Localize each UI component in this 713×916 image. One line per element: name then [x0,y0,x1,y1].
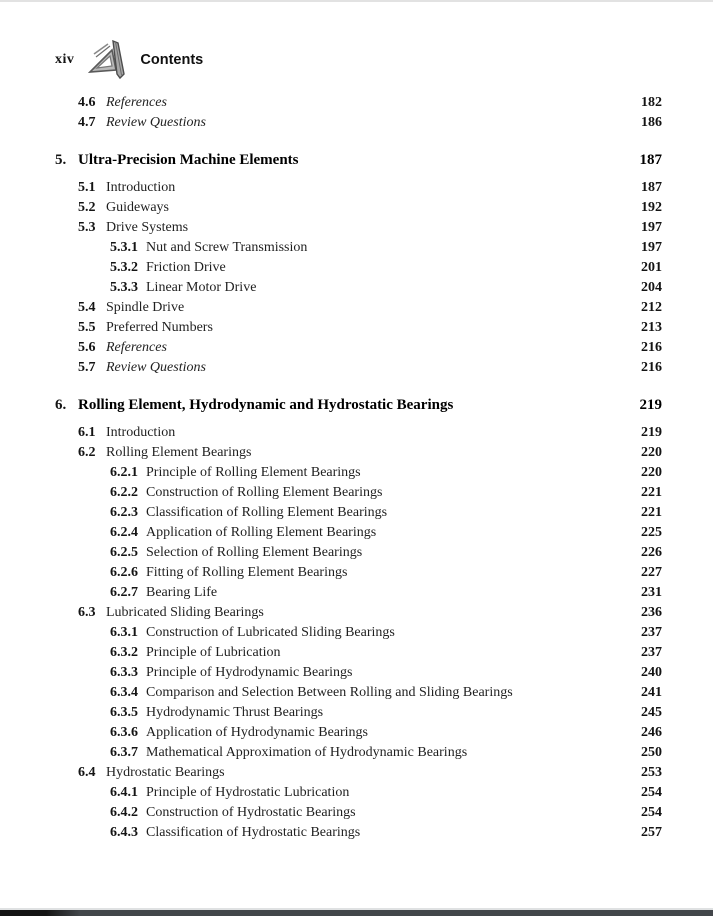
toc-entry [55,150,662,171]
toc-entry [55,563,662,583]
toc-entry [55,463,662,483]
toc-entry-title: Hydrodynamic Thrust Bearings [146,705,324,720]
toc-entry-number: 5.2 [78,200,96,215]
toc-entry-number: 6.2.6 [110,565,138,580]
toc-entry-title: Construction of Lubricated Sliding Bearings [146,625,395,640]
toc-entry-page: 226 [641,545,662,560]
toc-entry [55,783,662,803]
toc-entry-page: 241 [641,685,662,700]
toc-entry-number: 6.3 [78,605,96,620]
toc-entry-title: Construction of Hydrostatic Bearings [146,805,356,820]
toc-entry [55,743,662,763]
toc-entry [55,198,662,218]
toc-entry-page: 201 [641,260,662,275]
toc-entry-page: 236 [641,605,662,620]
toc-entry-title: Application of Rolling Element Bearings [146,525,377,540]
toc-entry-title: Linear Motor Drive [146,280,257,295]
toc-entry-number: 6.4.2 [110,805,138,820]
toc-entry-number: 6.3.6 [110,725,138,740]
toc-entry-number: 6.2 [78,445,96,460]
toc-entry-page: 237 [641,645,662,660]
toc-entry [55,93,662,113]
toc-entry [55,338,662,358]
toc-entry-page: 187 [641,180,662,195]
toc-entry [55,238,662,258]
toc-entry [55,218,662,238]
toc-entry-page: 197 [641,240,662,255]
toc-entry-number: 6.3.7 [110,745,138,760]
toc-entry-number: 4.7 [78,115,96,130]
toc-entry-title: Selection of Rolling Element Bearings [146,545,363,560]
toc-entry [55,803,662,823]
toc-entry-title: Rolling Element Bearings [106,445,252,460]
toc-entry-page: 225 [641,525,662,540]
toc-entry-number: 5.1 [78,180,96,195]
toc-entry [55,723,662,743]
toc-entry-title: Review Questions [106,360,206,375]
toc-entry-title: Drive Systems [106,220,189,235]
toc-entry [55,278,662,298]
toc-entry-number: 6.2.4 [110,525,138,540]
toc-entry-page: 204 [641,280,662,295]
toc-entry [55,603,662,623]
toc-entry-page: 220 [641,465,662,480]
toc-entry-title: References [106,95,167,110]
toc-entry-number: 6.2.5 [110,545,138,560]
toc-entry [55,503,662,523]
toc-entry-title: Ultra-Precision Machine Elements [78,152,299,168]
toc-entry-number: 4.6 [78,95,96,110]
toc-entry [55,113,662,133]
page-top-scan-edge [0,0,713,2]
toc-entry-page: 219 [639,397,662,413]
toc-entry-title: Preferred Numbers [106,320,213,335]
toc-entry-number: 6.2.1 [110,465,138,480]
table-of-contents [55,93,662,843]
toc-entry-number: 6.2.3 [110,505,138,520]
toc-entry-number: 5.3.2 [110,260,138,275]
toc-entry-number: 6.3.3 [110,665,138,680]
toc-entry [55,483,662,503]
toc-entry-page: 182 [641,95,662,110]
toc-entry-page: 246 [641,725,662,740]
toc-entry-number: 6.3.1 [110,625,138,640]
toc-entry-page: 253 [641,765,662,780]
toc-entry-page: 257 [641,825,662,840]
toc-entry-number: 6.2.7 [110,585,138,600]
toc-entry-title: Classification of Hydrostatic Bearings [146,825,361,840]
toc-entry-title: Principle of Hydrostatic Lubrication [146,785,350,800]
toc-entry-title: Introduction [106,425,176,440]
toc-entry-title: Spindle Drive [106,300,185,315]
toc-entry-title: Principle of Rolling Element Bearings [146,465,361,480]
toc-entry-number: 5. [55,152,67,168]
toc-entry-title: Mathematical Approximation of Hydrodynamic Bearings [146,745,468,760]
running-header-title: Contents [140,52,204,68]
toc-entry-page: 250 [641,745,662,760]
toc-entry [55,298,662,318]
toc-entry [55,583,662,603]
toc-entry-number: 6.3.2 [110,645,138,660]
toc-entry-page: 245 [641,705,662,720]
toc-entry [55,763,662,783]
toc-entry [55,623,662,643]
folio-page-number: xiv [55,52,75,67]
toc-entry-page: 221 [641,505,662,520]
toc-entry-title: Comparison and Selection Between Rolling and Sliding Bearings [146,685,513,700]
toc-entry-title: References [106,340,167,355]
page-bottom-scan-bar [0,908,713,916]
toc-entry-title: Nut and Screw Transmission [146,240,308,255]
toc-entry [55,358,662,378]
toc-entry [55,683,662,703]
toc-entry-number: 5.3.1 [110,240,138,255]
toc-entry-title: Bearing Life [146,585,218,600]
toc-entry-number: 5.7 [78,360,96,375]
toc-entry [55,523,662,543]
toc-entry-title: Lubricated Sliding Bearings [106,605,264,620]
toc-entry-number: 6.3.5 [110,705,138,720]
toc-entry-page: 227 [641,565,662,580]
toc-entry [55,423,662,443]
toc-entry [55,663,662,683]
toc-entry-number: 6.2.2 [110,485,138,500]
toc-entry [55,443,662,463]
toc-entry-page: 187 [639,152,662,168]
toc-entry-title: Guideways [106,200,169,215]
toc-entry-number: 5.6 [78,340,96,355]
toc-entry-page: 216 [641,340,662,355]
toc-entry-title: Application of Hydrodynamic Bearings [146,725,369,740]
toc-entry [55,318,662,338]
toc-entry [55,643,662,663]
toc-entry-number: 6.4.3 [110,825,138,840]
toc-entry-page: 219 [641,425,662,440]
toc-entry-page: 186 [641,115,662,130]
toc-entry-title: Classification of Rolling Element Bearings [146,505,388,520]
toc-entry-title: Rolling Element, Hydrodynamic and Hydrostatic Bearings [78,397,454,413]
toc-entry [55,823,662,843]
toc-entry [55,178,662,198]
toc-entry-title: Principle of Lubrication [146,645,281,660]
running-header [55,40,203,80]
toc-entry-title: Friction Drive [146,260,226,275]
toc-entry-page: 254 [641,805,662,820]
toc-entry-page: 213 [641,320,662,335]
toc-entry [55,258,662,278]
toc-entry [55,543,662,563]
toc-entry [55,395,662,416]
toc-entry [55,703,662,723]
toc-entry-number: 6.4 [78,765,96,780]
toc-entry-page: 221 [641,485,662,500]
toc-entry-page: 254 [641,785,662,800]
toc-entry-page: 220 [641,445,662,460]
toc-entry-page: 231 [641,585,662,600]
toc-entry-page: 216 [641,360,662,375]
toc-entry-title: Hydrostatic Bearings [106,765,225,780]
toc-entry-page: 197 [641,220,662,235]
toc-entry-number: 5.4 [78,300,96,315]
toc-entry-number: 6.4.1 [110,785,138,800]
toc-entry-number: 6.3.4 [110,685,138,700]
toc-entry-number: 6.1 [78,425,96,440]
toc-entry-page: 240 [641,665,662,680]
toc-entry-number: 5.3 [78,220,96,235]
toc-entry-title: Review Questions [106,115,206,130]
toc-entry-number: 6. [55,397,67,413]
toc-entry-title: Principle of Hydrodynamic Bearings [146,665,353,680]
toc-entry-number: 5.5 [78,320,96,335]
toc-entry-page: 212 [641,300,662,315]
toc-entry-title: Introduction [106,180,176,195]
toc-entry-title: Construction of Rolling Element Bearings [146,485,383,500]
toc-entry-page: 237 [641,625,662,640]
toc-entry-number: 5.3.3 [110,280,138,295]
toc-entry-page: 192 [641,200,662,215]
drafting-tools-icon [86,40,130,80]
toc-entry-title: Fitting of Rolling Element Bearings [146,565,348,580]
